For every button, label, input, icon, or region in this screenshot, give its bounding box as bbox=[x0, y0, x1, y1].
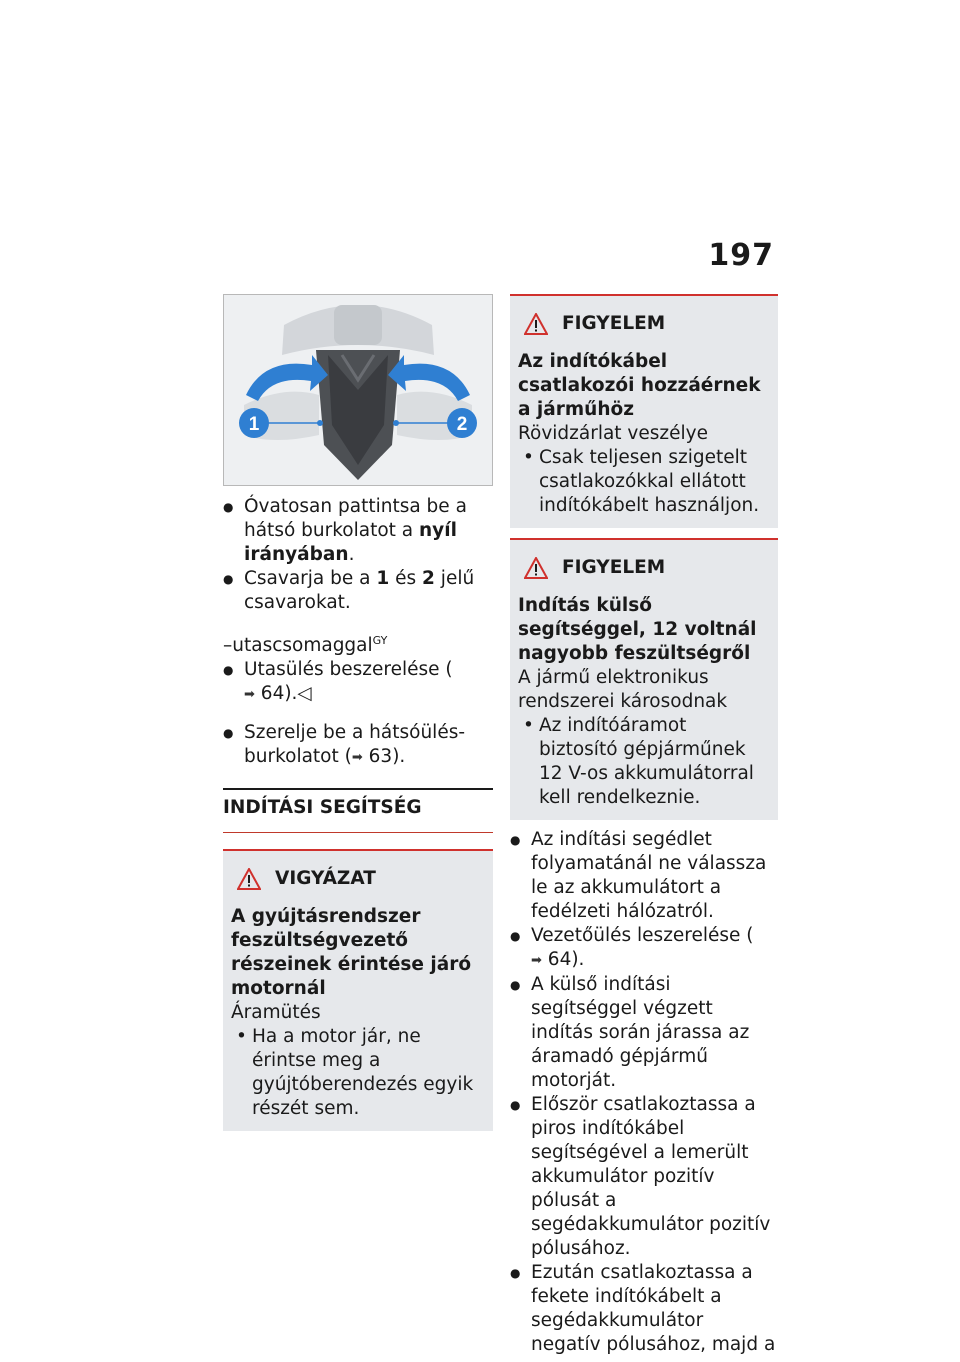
left-column bbox=[223, 294, 493, 1131]
step-list-item: ● A külső indítási segítséggel végzett indítás során járassa az áramadó gépjármű motorját. bbox=[510, 973, 778, 1093]
warning-hazard: A jármű elektronikus rendszerei károsodnak bbox=[518, 667, 728, 712]
warning-title: A gyújtásrendszer feszültségvezető részeinek érintése járó motornál bbox=[231, 906, 472, 1000]
warning-label: FIGYELEM bbox=[562, 313, 666, 334]
warning-box-notice-2 bbox=[510, 538, 778, 820]
warning-item: • Az indítóáramot biztosító gépjárműnek 12 V-os akkumulátorral kell rendelkeznie. bbox=[518, 714, 770, 810]
right-column bbox=[510, 294, 778, 1357]
motorcycle-rear-image bbox=[224, 295, 492, 485]
badge-2-label: 2 bbox=[456, 414, 468, 435]
warning-label: VIGYÁZAT bbox=[275, 868, 376, 890]
warning-hazard: Áramütés bbox=[231, 1002, 321, 1024]
warning-label: FIGYELEM bbox=[562, 557, 666, 578]
section-title: INDÍTÁSI SEGÍTSÉG bbox=[223, 788, 493, 833]
warning-item: • Csak teljesen szigetelt csatlakozókkal ellátott indítókábelt használjon. bbox=[518, 446, 770, 518]
warning-triangle-icon bbox=[524, 313, 548, 335]
step-list-item: ● Először csatlakoztassa a piros indítókábel segítségével a lemerült akkumulátor pozitív pólusát a segédakkumulátor pozitív pólusához. bbox=[510, 1093, 778, 1261]
page-number: 197 bbox=[708, 238, 774, 273]
rear-cover-illustration bbox=[223, 294, 493, 486]
warning-triangle-icon bbox=[524, 557, 548, 579]
warning-box-notice-1 bbox=[510, 294, 778, 528]
reference-arrow-icon: ➡ bbox=[351, 750, 363, 766]
step-list-item: ● Ezután csatlakoztassa a fekete indítókábelt a segédakkumulátor negatív pólusához, majd a bbox=[510, 1261, 778, 1357]
warning-title: Az indítókábel csatlakozói hozzáérnek a járműhöz bbox=[518, 351, 761, 420]
warning-triangle-icon bbox=[237, 868, 261, 890]
variant-label: –utascsomaggal$^{GY}$ bbox=[223, 634, 388, 657]
warning-box-caution bbox=[223, 849, 493, 1131]
warning-item: • Ha a motor jár, ne érintse meg a gyújtóberendezés egyik részét sem. bbox=[231, 1025, 485, 1121]
step-install-passenger-seat: ● Utasülés beszerelése (➡ 64).◁ bbox=[223, 658, 493, 707]
step-remove-rider-seat: ● Vezetőülés leszerelése (➡ 64). bbox=[510, 924, 778, 973]
step-screw-bolts: ● Csavarja be a 1 és 2 jelű csavarokat. bbox=[223, 567, 493, 615]
warning-hazard: Rövidzárlat veszélye bbox=[518, 423, 708, 444]
step-install-seat-cover: ● Szerelje be a hátsóülés-burkolatot (➡ 63). bbox=[223, 721, 493, 770]
step-list-item: ● Az indítási segédlet folyamatánál ne válassza le az akkumulátort a fedélzeti hálózatról. bbox=[510, 828, 778, 924]
badge-1-label: 1 bbox=[248, 414, 260, 435]
step-snap-cover: ● Óvatosan pattintsa be a hátsó burkolatot a nyíl irányában. bbox=[223, 495, 493, 567]
warning-title: Indítás külső segítséggel, 12 voltnál nagyobb feszültségről bbox=[518, 595, 757, 664]
reference-arrow-icon: ➡ bbox=[531, 953, 542, 968]
reference-arrow-icon: ➡ bbox=[244, 687, 255, 703]
